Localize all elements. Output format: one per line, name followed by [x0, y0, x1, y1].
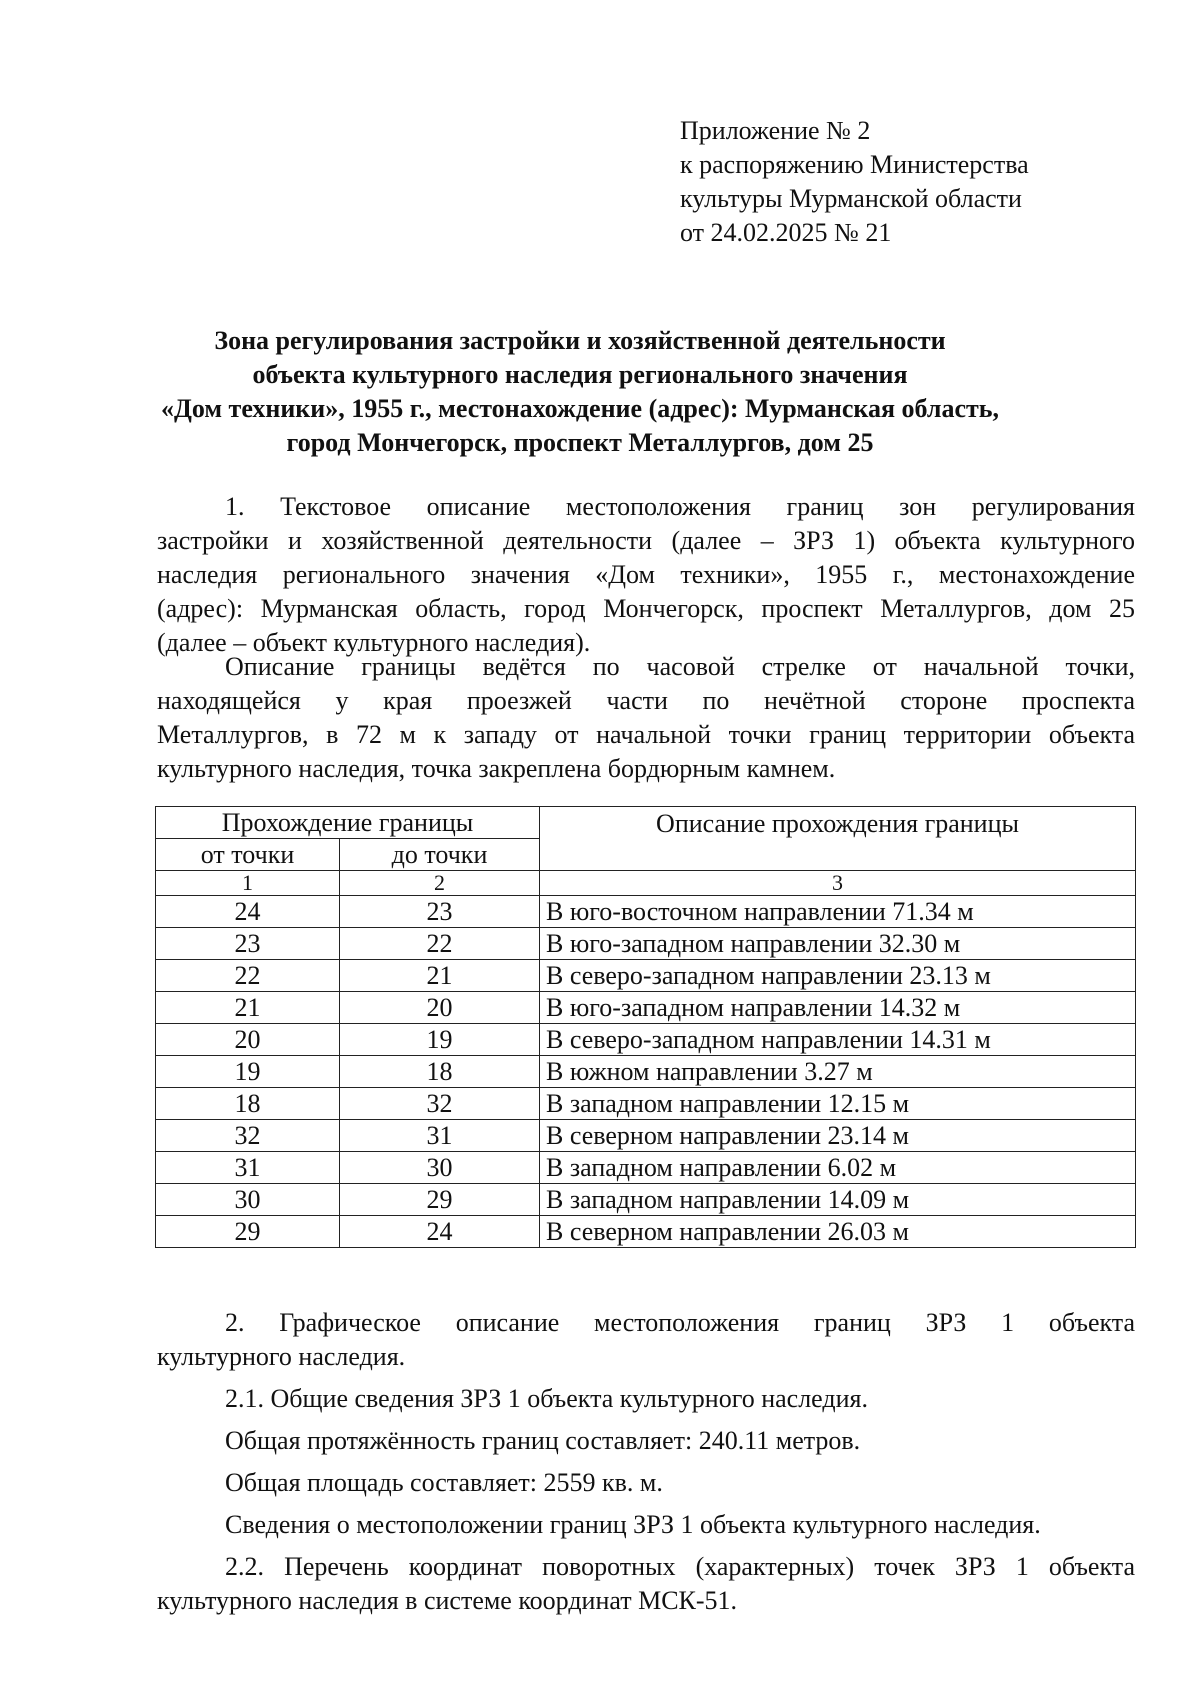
paragraph-line: наследия регионального значения «Дом техники», 1955 г., местонахождение: [157, 560, 1135, 589]
title-line: «Дом техники», 1955 г., местонахождение (адрес): Мурманская область,: [160, 394, 1000, 423]
title-line: Зона регулирования застройки и хозяйственной деятельности: [214, 326, 946, 355]
cell-to-point: 32: [340, 1088, 540, 1120]
table-row: [156, 1088, 1136, 1120]
cell-from-point: 31: [156, 1152, 340, 1184]
cell-to-point: 19: [340, 1024, 540, 1056]
cell-to-point: 21: [340, 960, 540, 992]
paragraph-line: находящейся у края проезжей части по нечётной стороне проспекта: [157, 686, 1135, 715]
cell-to-point: 31: [340, 1120, 540, 1152]
cell-from-point: 22: [156, 960, 340, 992]
table-row: [156, 1152, 1136, 1184]
cell-from-point: 20: [156, 1024, 340, 1056]
paragraph-line: 1. Текстовое описание местоположения границ зон регулирования: [225, 492, 1135, 521]
header-to-point: до точки: [340, 839, 540, 871]
cell-description: В северо-западном направлении 23.13 м: [540, 960, 1136, 992]
cell-description: В западном направлении 14.09 м: [540, 1184, 1136, 1216]
table-row: [156, 1216, 1136, 1248]
document-title: [130, 324, 1030, 460]
table-row: [156, 1024, 1136, 1056]
cell-description: В западном направлении 12.15 м: [540, 1088, 1136, 1120]
paragraph-line: Сведения о местоположении границ ЗРЗ 1 объекта культурного наследия.: [225, 1510, 1041, 1539]
cell-to-point: 20: [340, 992, 540, 1024]
cell-to-point: 29: [340, 1184, 540, 1216]
table-row: [156, 896, 1136, 928]
paragraph-line: 2. Графическое описание местоположения границ ЗРЗ 1 объекта: [225, 1308, 1135, 1337]
cell-from-point: 19: [156, 1056, 340, 1088]
cell-to-point: 23: [340, 896, 540, 928]
table-row: [156, 1056, 1136, 1088]
appendix-date: от 24.02.2025 № 21: [680, 218, 892, 247]
cell-from-point: 23: [156, 928, 340, 960]
table-header-row: [156, 807, 1136, 839]
total-area: Общая площадь составляет: 2559 кв. м.: [225, 1468, 663, 1497]
table-row: [156, 960, 1136, 992]
paragraph-line: 2.1. Общие сведения ЗРЗ 1 объекта культурного наследия.: [225, 1384, 868, 1413]
appendix-reference: к распоряжению Министерства: [680, 150, 1029, 179]
cell-to-point: 24: [340, 1216, 540, 1248]
cell-description: В юго-восточном направлении 71.34 м: [540, 896, 1136, 928]
appendix-ministry: культуры Мурманской области: [680, 184, 1022, 213]
cell-from-point: 24: [156, 896, 340, 928]
table-row: [156, 992, 1136, 1024]
cell-from-point: 18: [156, 1088, 340, 1120]
cell-from-point: 32: [156, 1120, 340, 1152]
column-index: 1: [156, 871, 340, 896]
paragraph-line: культурного наследия, точка закреплена бордюрным камнем.: [157, 754, 836, 783]
cell-description: В юго-западном направлении 32.30 м: [540, 928, 1136, 960]
header-boundary-passage: Прохождение границы: [156, 807, 540, 839]
paragraph-text-description: [157, 490, 1135, 660]
boundary-table: [155, 806, 1136, 1248]
cell-description: В южном направлении 3.27 м: [540, 1056, 1136, 1088]
column-index: 2: [340, 871, 540, 896]
total-length: Общая протяжённость границ составляет: 240.11 метров.: [225, 1426, 861, 1455]
cell-from-point: 21: [156, 992, 340, 1024]
paragraph-line: культурного наследия в системе координат МСК-51.: [157, 1586, 738, 1615]
title-line: город Мончегорск, проспект Металлургов, дом 25: [286, 428, 874, 457]
cell-from-point: 30: [156, 1184, 340, 1216]
paragraph-line: культурного наследия.: [157, 1342, 406, 1371]
header-from-point: от точки: [156, 839, 340, 871]
cell-description: В северном направлении 23.14 м: [540, 1120, 1136, 1152]
appendix-number: Приложение № 2: [680, 116, 871, 145]
paragraph-line: (далее – объект культурного наследия).: [157, 628, 591, 657]
cell-description: В западном направлении 6.02 м: [540, 1152, 1136, 1184]
paragraph-line: 2.2. Перечень координат поворотных (характерных) точек ЗРЗ 1 объекта: [225, 1552, 1135, 1581]
table-row: [156, 928, 1136, 960]
paragraph-line: (адрес): Мурманская область, город Мончегорск, проспект Металлургов, дом 25: [157, 594, 1135, 623]
cell-description: В юго-западном направлении 14.32 м: [540, 992, 1136, 1024]
appendix-header: [680, 114, 1029, 250]
title-line: объекта культурного наследия регионального значения: [252, 360, 908, 389]
column-index: 3: [540, 871, 1136, 896]
cell-to-point: 18: [340, 1056, 540, 1088]
paragraph-line: Металлургов, в 72 м к западу от начальной точки границ территории объекта: [157, 720, 1135, 749]
section-graphic-description: [157, 1306, 1135, 1618]
table-row: [156, 1184, 1136, 1216]
cell-from-point: 29: [156, 1216, 340, 1248]
paragraph-line: застройки и хозяйственной деятельности (далее – ЗРЗ 1) объекта культурного: [157, 526, 1135, 555]
header-boundary-description: Описание прохождения границы: [540, 807, 1136, 871]
paragraph-boundary-start: [157, 650, 1135, 786]
table-index-row: [156, 871, 1136, 896]
cell-to-point: 30: [340, 1152, 540, 1184]
cell-description: В северном направлении 26.03 м: [540, 1216, 1136, 1248]
cell-description: В северо-западном направлении 14.31 м: [540, 1024, 1136, 1056]
paragraph-line: Описание границы ведётся по часовой стрелке от начальной точки,: [225, 652, 1135, 681]
table-row: [156, 1120, 1136, 1152]
cell-to-point: 22: [340, 928, 540, 960]
